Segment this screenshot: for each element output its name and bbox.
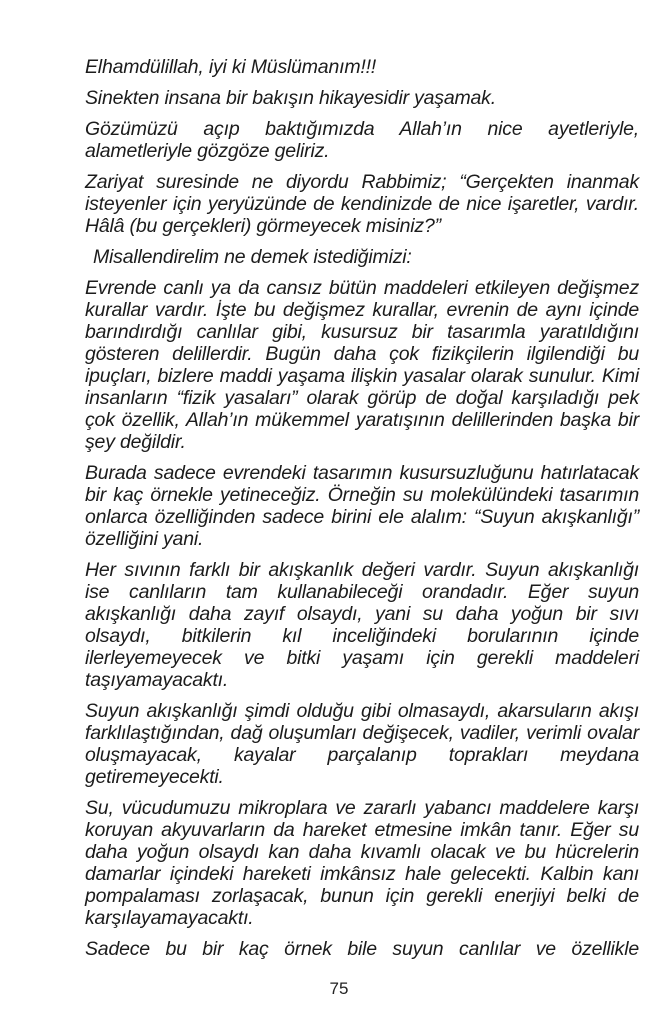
page-number: 75	[329, 979, 349, 998]
body-paragraph: Sadece bu bir kaç örnek bile suyun canlılar ve özellikle	[85, 938, 639, 960]
body-text-block	[85, 56, 639, 969]
body-paragraph: Zariyat suresinde ne diyordu Rabbimiz; “Gerçekten inanmak isteyenler için yeryüzünde de kendinizde de nice işaretler, vardır. Hâlâ (bu gerçekleri) görmeyecek misiniz?”	[85, 171, 639, 237]
page-footer	[10, 979, 658, 999]
body-paragraph: Suyun akışkanlığı şimdi olduğu gibi olmasaydı, akarsuların akışı farklılaştığından, dağ oluşumları değişecek, vadiler, verimli ovalar oluşmayacak, kayalar parçalanıp toprakları meydana getiremeyecekti.	[85, 700, 639, 788]
body-paragraph: Burada sadece evrendeki tasarımın kusursuzluğunu hatırlatacak bir kaç örnekle yetineceğiz. Örneğin su molekülündeki tasarımın onlarca özelliğinden sadece birini ele alalım: “Suyun akışkanlığı” özelliğini yani.	[85, 462, 639, 550]
body-paragraph: Gözümüzü açıp baktığımızda Allah’ın nice ayetleriyle, alametleriyle gözgöze geliriz.	[85, 118, 639, 162]
body-paragraph: Sinekten insana bir bakışın hikayesidir yaşamak.	[85, 87, 496, 109]
body-paragraph: Su, vücudumuzu mikroplara ve zararlı yabancı maddelere karşı koruyan akyuvarların da hareket etmesine imkân tanır. Eğer su daha yoğun olsaydı kan daha kıvamlı olacak ve bu hücrelerin damarlar içindeki hareketi imkânsız hale gelecekti. Kalbin kanı pompalaması zorlaşacak, bunun için gerekli enerjiyi belki de karşılayamayacaktı.	[85, 797, 639, 929]
body-paragraph: Elhamdülillah, iyi ki Müslümanım!!!	[85, 56, 377, 78]
body-paragraph: Her sıvının farklı bir akışkanlık değeri vardır. Suyun akışkanlığı ise canlıların tam kullanabileceği orandadır. Eğer suyun akışkanlığı daha zayıf olsaydı, yani su daha yoğun bir sıvı olsaydı, bitkilerin kıl inceliğindeki borularının içinde ilerleyemeyecek ve bitki yaşamı için gerekli maddeleri taşıyamayacaktı.	[85, 559, 639, 691]
body-paragraph: Evrende canlı ya da cansız bütün maddeleri etkileyen değişmez kurallar vardır. İşte bu değişmez kurallar, evrenin de aynı içinde barındırdığı canlılar gibi, kusursuz bir tasarımla yaratıldığını gösteren delillerdir. Bugün daha çok fizikçilerin ilgilendiği bu ipuçları, bizlere maddi yaşama ilişkin yasalar olarak sunulur. Kimi insanların “fizik yasaları” olarak görüp de doğal karşıladığı pek çok özellik, Allah’ın mükemmel yaratışının delillerinden başka bir şey değildir.	[85, 277, 639, 453]
body-paragraph: Misallendirelim ne demek istediğimizi:	[93, 246, 412, 268]
